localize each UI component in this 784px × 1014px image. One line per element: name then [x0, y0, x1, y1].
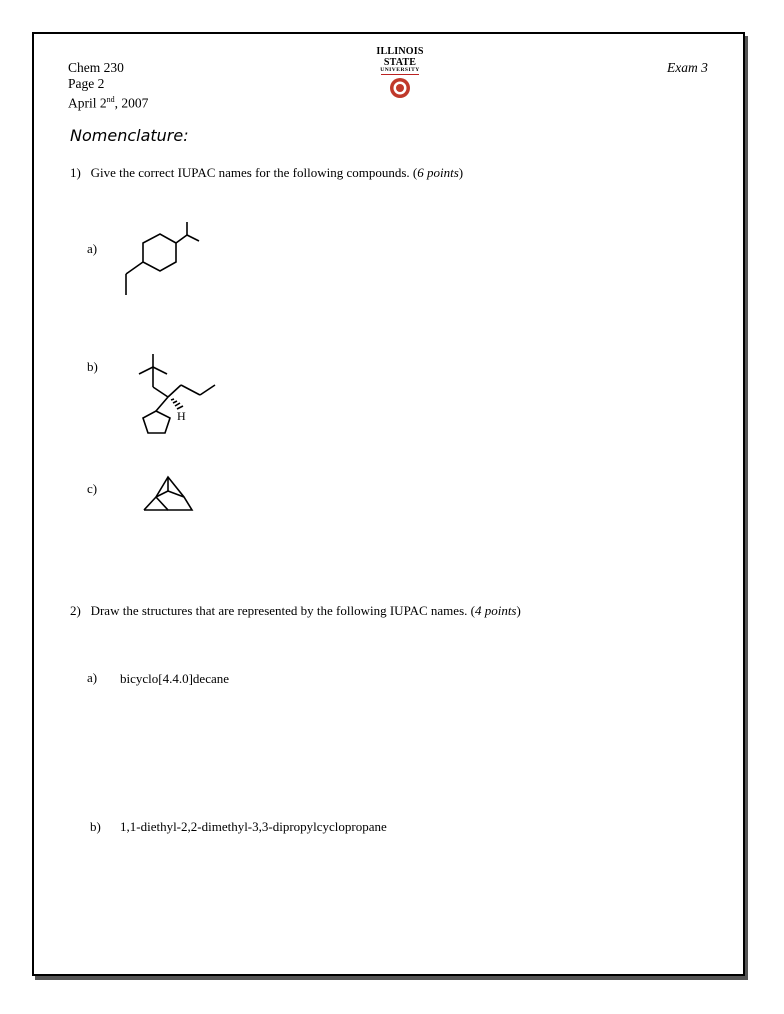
q2-part-b-label: b) [90, 819, 101, 834]
seal-icon [389, 77, 411, 99]
course-label: Chem 230 [68, 60, 124, 75]
q2-part-a-name: bicyclo[4.4.0]decane [120, 671, 230, 686]
q1-part-a-label: a) [87, 241, 98, 256]
q1-part-b-label: b) [87, 359, 98, 374]
question-2: 2) Draw the structures that are represented by the following IUPAC names. (4 points) [70, 603, 521, 618]
q2-part-a-label: a) [87, 670, 98, 685]
hydrogen-label: H [177, 409, 186, 423]
structure-1b [120, 345, 230, 455]
exam-date: April 2nd, 2007 [68, 95, 149, 111]
structure-1c [140, 474, 200, 524]
university-logo [360, 46, 440, 104]
logo-rule [381, 74, 419, 75]
question-1: 1) Give the correct IUPAC names for the following compounds. (6 points) [70, 165, 464, 180]
page-label: Page 2 [68, 76, 105, 91]
section-title: Nomenclature: [70, 126, 189, 145]
exam-label: Exam 3 [667, 60, 708, 75]
logo-subtitle: UNIVERSITY [380, 67, 420, 73]
logo-wordmark: ILLINOIS STATE [376, 46, 424, 68]
q2-part-b-name: 1,1-diethyl-2,2-dimethyl-3,3-dipropylcyclopropane [120, 819, 387, 834]
structure-1a [110, 215, 220, 305]
q1-part-c-label: c) [87, 481, 98, 496]
